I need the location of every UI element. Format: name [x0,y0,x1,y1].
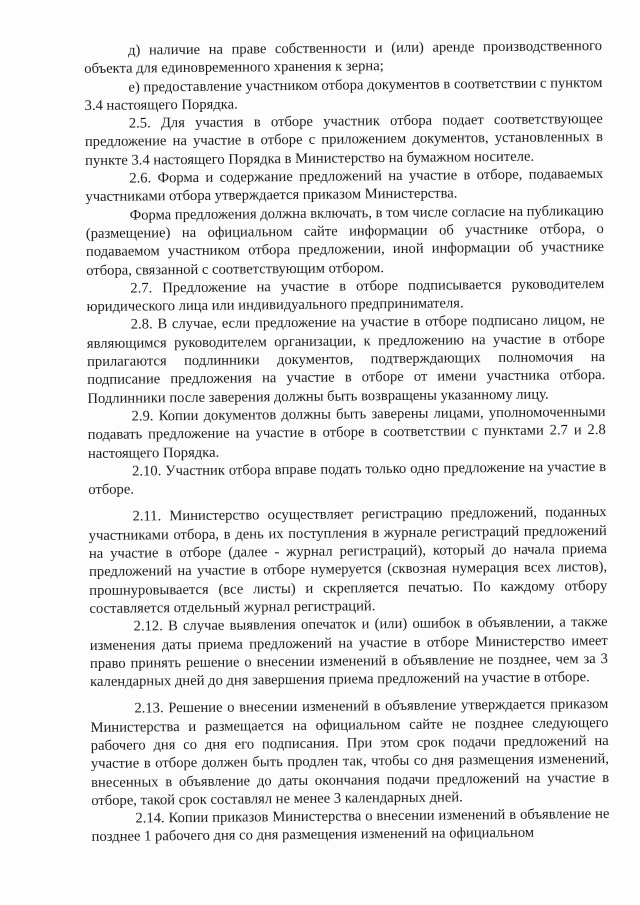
paragraph-form: Форма предложения должна включать, в том числе согласие на публикацию (размещение) на официальном сайте информации об участнике отбора, о подаваемом участником отбора предложении, иной информации об участнике отбора, связанной с соответствующим отбором. [85,202,605,279]
paragraph-2-9: 2.9. Копии документов должны быть заверены лицами, уполномоченными подавать предложение на участие в отборе в соответствии с пунктами 2.7 и 2.8 настоящего Порядка. [87,403,606,462]
paragraph-2-10: 2.10. Участник отбора вправе подать только одно предложение на участие в отборе. [88,458,607,499]
paragraph-2-12: 2.12. В случае выявления опечаток и (или) ошибок в объявлении, а также изменения даты приема предложений на участие в отборе Министерство имеет право принять решение о внесении изменений в объявление не позднее, чем за 3 календарных дней до дня завершения приема предложений на участие в отборе. [89,614,609,691]
paragraph-2-13: 2.13. Решение о внесении изменений в объявление утверждается приказом Министерства и размещается на официальном сайте не позднее следующего рабочего дня со дня его подписания. При этом срок подачи предложений на участие в отборе должен быть продлен так, чтобы со дня размещения изменений, внесенных в объявление до даты окончания подачи предложений на участие в отборе, такой срок составлял не менее 3 календарных дней. [90,696,610,809]
paragraph-2-11: 2.11. Министерство осуществляет регистрацию предложений, поданных участниками отбора, в день их поступления в журнале регистраций предложений на участие в отборе (далее - журнал регистраций), который до начала приема предложений на участие в отборе нумеруется (сквозная нумерация всех листов), прошнуровывается (все листы) и скрепляется печатью. По каждому отбору составляется отдельный журнал регистраций. [88,504,608,617]
paragraph-2-8: 2.8. В случае, если предложение на участие в отборе подписано лицом, не являющимся руководителем организации, к предложению на участие в отборе прилагаются подлинники документов, подтверждающих полномочия на подписание предложения на участие в отборе от имени участника отбора. Подлинники после заверения должны быть возвращены указанному лицу. [86,312,606,407]
paragraph-e: е) предоставление участником отбора документов в соответствии с пунктом 3.4 настоящего Порядка. [84,74,603,114]
paragraph-2-5: 2.5. Для участия в отборе участник отбора подает соответствующее предложение на участие в отборе с приложением документов, установленных в пункте 3.4 настоящего Порядка в Министерство на бумажном носителе. [84,111,604,169]
paragraph-2-14: 2.14. Копии приказов Министерства о внесении изменений в объявление не позднее 1 рабочего дня со дня размещения изменений на официальном [91,806,610,846]
paragraph-d: д) наличие на праве собственности и (или) аренде производственного объекта для единовременного хранения к зерна; [84,38,603,78]
document-body [84,37,610,847]
paragraph-2-6: 2.6. Форма и содержание предложений на участие в отборе, подаваемых участниками отбора утверждается приказом Министерства. [85,166,604,206]
paragraph-2-7: 2.7. Предложение на участие в отборе подписывается руководителем юридического лица или индивидуального предпринимателя. [86,275,605,316]
